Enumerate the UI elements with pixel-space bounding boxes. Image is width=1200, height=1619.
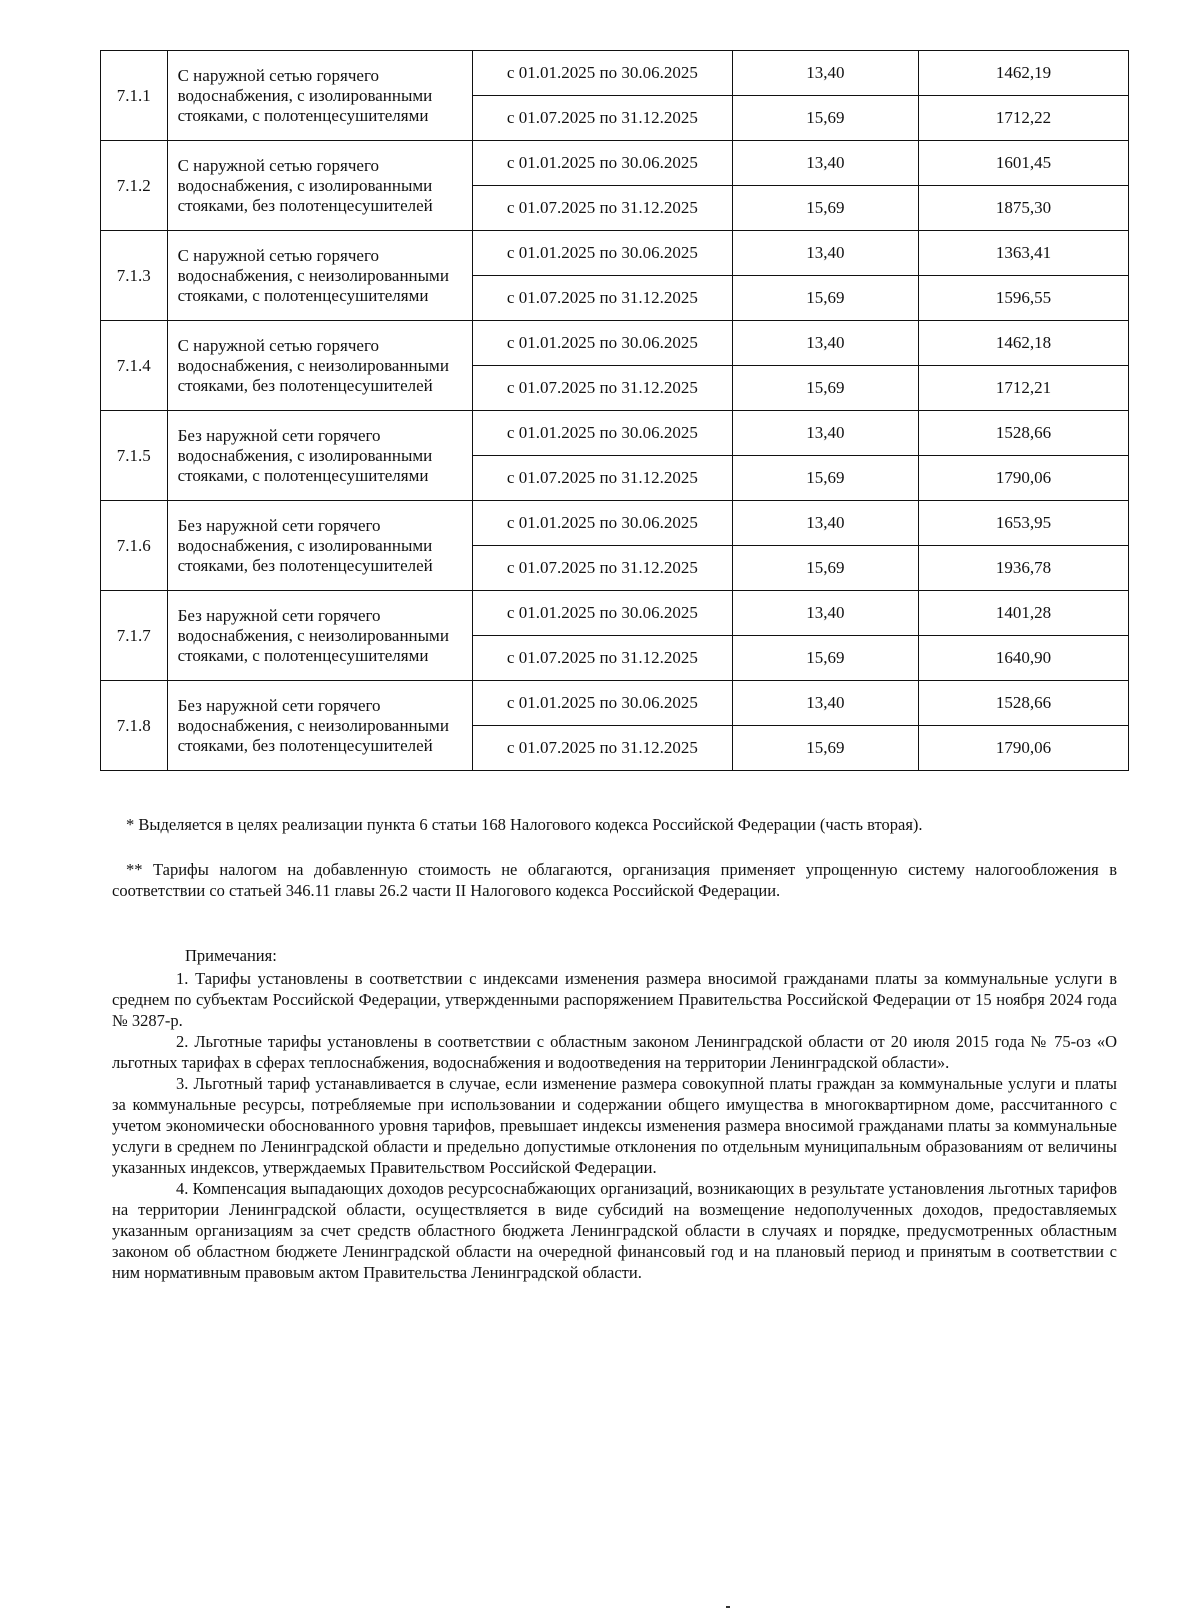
rate-cell: 13,40 [732,411,918,456]
table-row [101,141,1129,186]
period-cell: с 01.07.2025 по 31.12.2025 [473,96,733,141]
price-cell: 1712,21 [918,366,1128,411]
footnote-tax-system [112,859,1117,901]
period-cell: с 01.01.2025 по 30.06.2025 [473,51,733,96]
price-cell: 1601,45 [918,141,1128,186]
period-cell: с 01.01.2025 по 30.06.2025 [473,681,733,726]
rate-cell: 13,40 [732,591,918,636]
rate-cell: 15,69 [732,276,918,321]
scan-mark [726,1606,730,1608]
period-cell: с 01.07.2025 по 31.12.2025 [473,276,733,321]
price-cell: 1640,90 [918,636,1128,681]
rate-cell: 15,69 [732,96,918,141]
item-description: Без наружной сети горячего водоснабжения, с неизолированными стояками, с полотенцесушителями [167,591,472,681]
rate-cell: 13,40 [732,231,918,276]
rate-cell: 13,40 [732,501,918,546]
rate-cell: 15,69 [732,546,918,591]
remarks-title: Примечания: [185,946,277,965]
rate-cell: 15,69 [732,456,918,501]
item-description: С наружной сетью горячего водоснабжения, с изолированными стояками, с полотенцесушителями [167,51,472,141]
remark-item: 1. Тарифы установлены в соответствии с индексами изменения размера вносимой гражданами платы за коммунальные услуги в среднем по субъектам Российской Федерации, утвержденными распоряжением Правительства Российской Федерации от 15 ноября 2024 года № 3287-р. [112,969,1117,1030]
item-number: 7.1.5 [101,411,168,501]
tariff-table-body [101,51,1129,771]
period-cell: с 01.07.2025 по 31.12.2025 [473,636,733,681]
period-cell: с 01.07.2025 по 31.12.2025 [473,726,733,771]
item-description: Без наружной сети горячего водоснабжения, с неизолированными стояками, без полотенцесушителей [167,681,472,771]
footnote-tax-system-text: ** Тарифы налогом на добавленную стоимость не облагаются, организация применяет упрощенную систему налогообложения в соответствии со статьей 346.11 главы 26.2 части II Налогового кодекса Российской Федерации. [112,860,1117,900]
period-cell: с 01.01.2025 по 30.06.2025 [473,321,733,366]
footnote-vat-text: * Выделяется в целях реализации пункта 6 статьи 168 Налогового кодекса Российской Федерации (часть вторая). [126,815,923,834]
table-row [101,51,1129,96]
remarks-list [112,968,1117,1283]
price-cell: 1790,06 [918,726,1128,771]
footnote-vat [112,814,1117,835]
table-row [101,411,1129,456]
remark-item: 4. Компенсация выпадающих доходов ресурсоснабжающих организаций, возникающих в результате установления льготных тарифов на территории Ленинградской области, осуществляется в виде субсидий на возмещение недополученных доходов, предоставляемых указанным организациям за счет средств областного бюджета Ленинградской области в случаях и порядке, предусмотренных областным законом об областном бюджете Ленинградской области на очередной финансовый год и на плановый период и принятым в соответствии с ним нормативным правовым актом Правительства Ленинградской области. [112,1179,1117,1282]
price-cell: 1462,19 [918,51,1128,96]
table-row [101,591,1129,636]
rate-cell: 13,40 [732,141,918,186]
item-number: 7.1.6 [101,501,168,591]
price-cell: 1653,95 [918,501,1128,546]
rate-cell: 15,69 [732,726,918,771]
item-number: 7.1.1 [101,51,168,141]
table-row [101,321,1129,366]
item-number: 7.1.4 [101,321,168,411]
item-description: С наружной сетью горячего водоснабжения, с неизолированными стояками, с полотенцесушителями [167,231,472,321]
table-row [101,681,1129,726]
period-cell: с 01.07.2025 по 31.12.2025 [473,186,733,231]
rate-cell: 13,40 [732,51,918,96]
period-cell: с 01.01.2025 по 30.06.2025 [473,141,733,186]
period-cell: с 01.01.2025 по 30.06.2025 [473,411,733,456]
period-cell: с 01.07.2025 по 31.12.2025 [473,546,733,591]
price-cell: 1712,22 [918,96,1128,141]
item-description: С наружной сетью горячего водоснабжения, с неизолированными стояками, без полотенцесушителей [167,321,472,411]
remark-item: 2. Льготные тарифы установлены в соответствии с областным законом Ленинградской области от 20 июля 2015 года № 75-оз «О льготных тарифах в сферах теплоснабжения, водоснабжения и водоотведения на территории Ленинградской области». [112,1032,1117,1072]
rate-cell: 15,69 [732,186,918,231]
price-cell: 1462,18 [918,321,1128,366]
tariff-table [100,50,1129,771]
item-number: 7.1.8 [101,681,168,771]
price-cell: 1528,66 [918,411,1128,456]
table-row [101,501,1129,546]
item-description: Без наружной сети горячего водоснабжения, с изолированными стояками, с полотенцесушителями [167,411,472,501]
period-cell: с 01.01.2025 по 30.06.2025 [473,501,733,546]
table-row [101,231,1129,276]
price-cell: 1363,41 [918,231,1128,276]
remark-item: 3. Льготный тариф устанавливается в случае, если изменение размера совокупной платы граждан за коммунальные услуги и платы за коммунальные ресурсы, потребляемые при использовании и содержании общего имущества в многоквартирном доме, рассчитанного с учетом экономически обоснованного уровня тарифов, превышает индексы изменения размера вносимой гражданами платы за коммунальные услуги в среднем по Ленинградской области и предельно допустимые отклонения по отдельным муниципальным образованиям от величины указанных индексов, утверждаемых Правительством Российской Федерации. [112,1074,1117,1177]
price-cell: 1936,78 [918,546,1128,591]
item-number: 7.1.7 [101,591,168,681]
rate-cell: 15,69 [732,366,918,411]
price-cell: 1790,06 [918,456,1128,501]
price-cell: 1401,28 [918,591,1128,636]
rate-cell: 15,69 [732,636,918,681]
item-number: 7.1.3 [101,231,168,321]
price-cell: 1528,66 [918,681,1128,726]
item-description: С наружной сетью горячего водоснабжения, с изолированными стояками, без полотенцесушителей [167,141,472,231]
item-number: 7.1.2 [101,141,168,231]
rate-cell: 13,40 [732,321,918,366]
period-cell: с 01.01.2025 по 30.06.2025 [473,231,733,276]
period-cell: с 01.01.2025 по 30.06.2025 [473,591,733,636]
period-cell: с 01.07.2025 по 31.12.2025 [473,366,733,411]
price-cell: 1875,30 [918,186,1128,231]
price-cell: 1596,55 [918,276,1128,321]
period-cell: с 01.07.2025 по 31.12.2025 [473,456,733,501]
item-description: Без наружной сети горячего водоснабжения, с изолированными стояками, без полотенцесушителей [167,501,472,591]
rate-cell: 13,40 [732,681,918,726]
